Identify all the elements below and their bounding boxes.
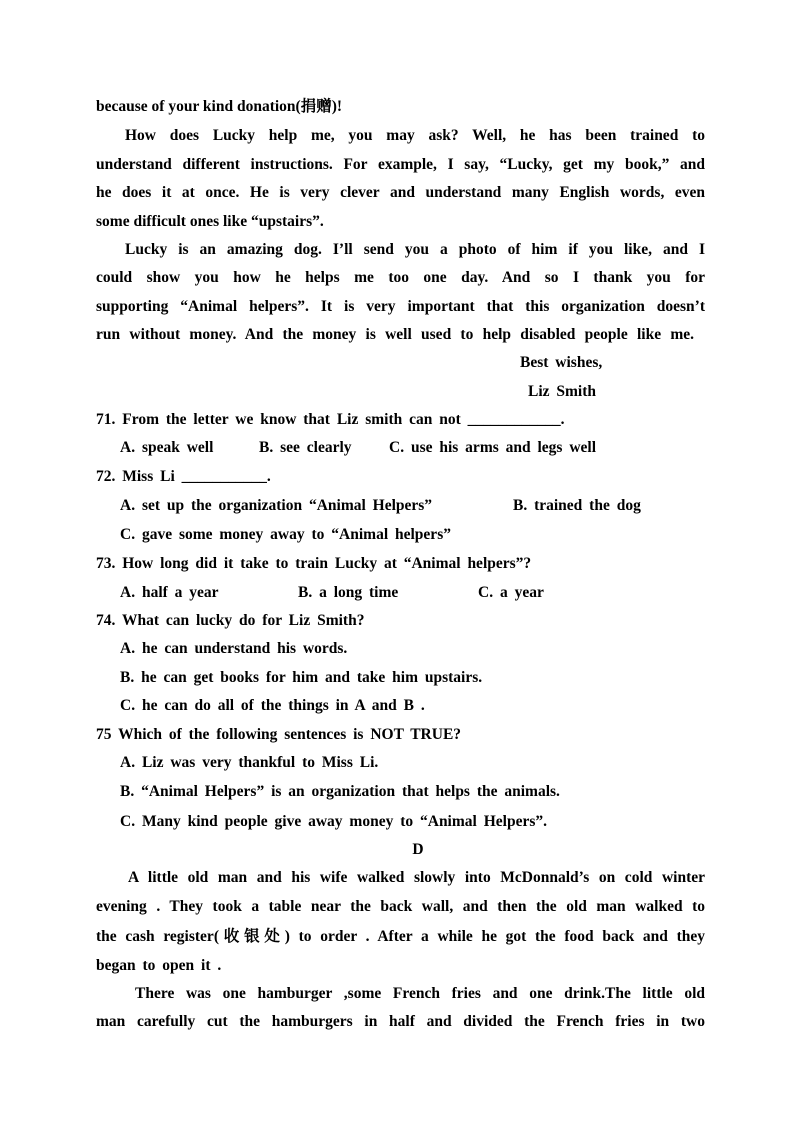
letter-signature: Liz Smith (528, 383, 597, 400)
passage-line: There was one hamburger ,some French fries and one drink.The little old (135, 985, 705, 1002)
option-73-c: C. a year (478, 584, 544, 601)
option-74-a: A. he can understand his words. (120, 640, 348, 657)
passage-line: Lucky is an amazing dog. I’ll send you a photo of him if you like, and I (125, 241, 705, 258)
passage-line: man carefully cut the hamburgers in half and divided the French fries in two (96, 1013, 705, 1030)
passage-line: could show you how he helps me too one day. And so I thank you for (96, 269, 705, 286)
question-stem-75: 75 Which of the following sentences is NOT TRUE? (96, 726, 462, 743)
passage-line: evening . They took a table near the back wall, and then the old man walked to (96, 898, 705, 915)
option-72-b: B. trained the dog (513, 497, 641, 514)
option-73-a: A. half a year (120, 584, 219, 601)
passage-line: run without money. And the money is well used to help disabled people like me. (96, 326, 694, 343)
option-71-a: A. speak well (120, 439, 214, 456)
option-75-b: B. “Animal Helpers” is an organization that helps the animals. (120, 783, 560, 800)
passage-line: A little old man and his wife walked slowly into McDonnald’s on cold winter (128, 869, 705, 886)
passage-line: the cash register(收银处) to order . After a while he got the food back and they (96, 928, 705, 945)
passage-line: some difficult ones like “upstairs”. (96, 213, 324, 230)
option-72-a: A. set up the organization “Animal Helpers” (120, 497, 433, 514)
passage-line: he does it at once. He is very clever and understand many English words, even (96, 184, 705, 201)
question-stem-73: 73. How long did it take to train Lucky at “Animal helpers”? (96, 555, 532, 572)
passage-line: understand different instructions. For example, I say, “Lucky, get my book,” and (96, 156, 705, 173)
question-stem-72: 72. Miss Li ___________. (96, 468, 271, 485)
option-75-c: C. Many kind people give away money to “Animal Helpers”. (120, 813, 547, 830)
passage-line: began to open it . (96, 957, 222, 974)
option-75-a: A. Liz was very thankful to Miss Li. (120, 754, 379, 771)
question-stem-74: 74. What can lucky do for Liz Smith? (96, 612, 365, 629)
option-71-c: C. use his arms and legs well (389, 439, 597, 456)
option-74-b: B. he can get books for him and take him upstairs. (120, 669, 483, 686)
passage-line: supporting “Animal helpers”. It is very important that this organization doesn’t (96, 298, 705, 315)
letter-closing: Best wishes, (520, 354, 603, 371)
question-stem-71: 71. From the letter we know that Liz smith can not ____________. (96, 411, 565, 428)
option-72-c: C. gave some money away to “Animal helpers” (120, 526, 451, 543)
passage-line: How does Lucky help me, you may ask? Well, he has been trained to (125, 127, 705, 144)
option-71-b: B. see clearly (259, 439, 352, 456)
section-heading: D (412, 841, 424, 858)
passage-line: because of your kind donation(捐赠)! (96, 98, 343, 115)
option-73-b: B. a long time (298, 584, 399, 601)
option-74-c: C. he can do all of the things in A and B . (120, 697, 425, 714)
